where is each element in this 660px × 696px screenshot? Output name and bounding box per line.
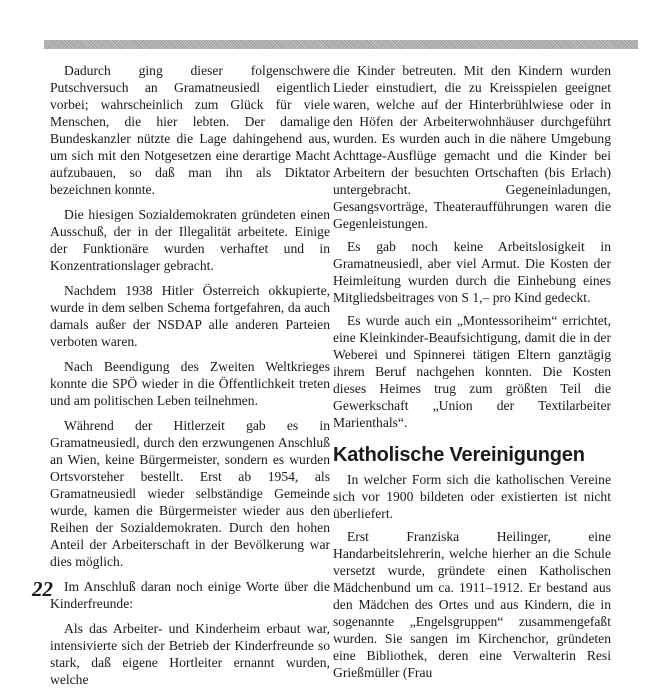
header-rule xyxy=(44,40,638,49)
paragraph: Als das Arbeiter- und Kinderheim erbaut war, intensivierte sich der Betrieb der Kinderfreunde so stark, daß eigene Hortleiter ernannt wurden, welche xyxy=(50,621,330,687)
paragraph: Es wurde auch ein „Montessoriheim“ errichtet, eine Kleinkinder-Beaufsichtigung, damit die in der Weberei und Spinnerei tätigen Eltern ganztägig ihrem Beruf nachgehen konnten. Die Kosten dieses Heimes trug zum größten Teil die Gewerkschaft „Union der Textilarbeiter Marienthals“. xyxy=(333,313,611,430)
right-column xyxy=(333,62,611,687)
paragraph: die Kinder betreuten. Mit den Kindern wurden Lieder einstudiert, die zu Kreisspielen geeignet waren, welche auf der Hinterbrühlwiese oder in den Höfen der Arbeiterwohnhäuser durchgeführt wurden. Es wurden auch in die nähere Umgebung Achttage-Ausflüge gemacht und die Kinder bei Arbeitern der besuchten Ortschaften (bis Erlach) untergebracht. Gegeneinladungen, Gesangsvorträge, Theateraufführungen waren die Gegenleistungen. xyxy=(333,63,611,231)
page-number: 22 xyxy=(32,577,53,601)
paragraph: Erst Franziska Heilinger, eine Handarbeitslehrerin, welche hierher an die Schule versetzt wurde, gründete einen Katholischen Mädchenbund um ca. 1911–1912. Er bestand aus den Mädchen des Ortes und aus Kindern, die in sogenannte „Engelsgruppen“ zusammengefaßt wurden. Sie sangen im Kirchenchor, gründeten eine Bibliothek, deren eine Verwalterin Resi Grießmüller (Frau xyxy=(333,529,611,680)
paragraph: Nachdem 1938 Hitler Österreich okkupierte, wurde in dem selben Schema fortgefahren, da auch damals außer der NSDAP alle anderen Parteien verboten waren. xyxy=(50,283,330,349)
left-column xyxy=(50,62,330,696)
paragraph: Während der Hitlerzeit gab es in Gramatneusiedl, durch den erzwungenen Anschluß an Wien, keine Bürgermeister, sondern es wurden Ortsvorsteher bestellt. Erst ab 1954, als Gramatneusiedl wieder selbständige Gemeinde wurde, kamen die Bürgermeister wieder aus den Reihen der Sozialdemokraten. Durch den hohen Anteil der Arbeiterschaft in der Bevölkerung war dies möglich. xyxy=(50,418,330,569)
paragraph: Nach Beendigung des Zweiten Weltkrieges konnte die SPÖ wieder in die Öffentlichkeit treten und am politischen Leben teilnehmen. xyxy=(50,359,330,408)
paragraph: Dadurch ging dieser folgenschwere Putschversuch an Gramatneusiedl eigentlich vorbei; wahrscheinlich zum Glück für viele Menschen, die hier lebten. Der damalige Bundeskanzler nützte die Lage dahingehend aus, um sich mit den Notgesetzen eine derartige Macht aufzubauen, so daß man ihn als Diktator bezeichnen konnte. xyxy=(50,63,330,197)
paragraph: Die hiesigen Sozialdemokraten gründeten einen Ausschuß, der in der Illegalität arbeitete. Einige der Funktionäre wurden verhaftet und in Konzentrationslager gebracht. xyxy=(50,207,330,273)
paragraph: Im Anschluß daran noch einige Worte über die Kinderfreunde: xyxy=(50,579,330,611)
paragraph: Es gab noch keine Arbeitslosigkeit in Gramatneusiedl, aber viel Armut. Die Kosten der Heimleitung wurden durch die Einhebung eines Mitgliedsbeitrages von S 1,– pro Kind gedeckt. xyxy=(333,239,611,305)
paragraph: In welcher Form sich die katholischen Vereine sich vor 1900 bildeten oder existierten ist nicht überliefert. xyxy=(333,472,611,521)
section-heading: Katholische Vereinigungen xyxy=(333,444,585,466)
